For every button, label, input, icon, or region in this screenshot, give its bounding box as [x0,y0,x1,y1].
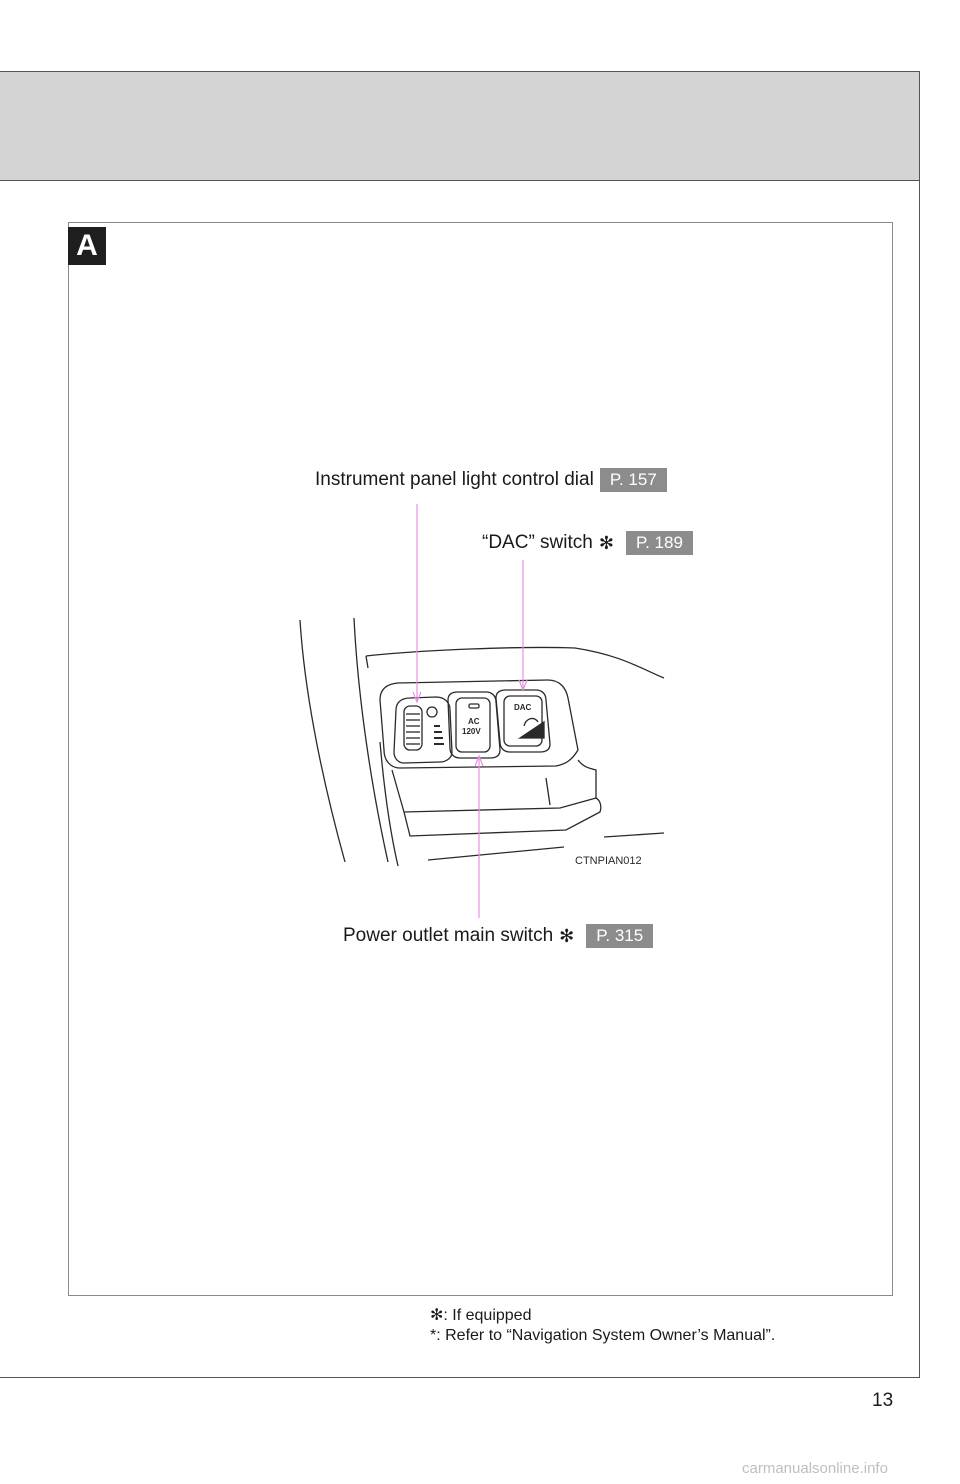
page-ref-outlet[interactable]: P. 315 [586,924,653,948]
callout-dac-text: “DAC” switch [482,532,593,553]
equipped-asterisk-icon: ✻ [598,532,614,553]
callout-dial-text: Instrument panel light control dial [315,469,594,490]
section-label: A [68,227,106,265]
callout-outlet-text: Power outlet main switch [343,925,554,946]
recess-divider [546,778,550,805]
watermark: carmanualsonline.info [742,1460,888,1477]
equipped-asterisk-icon: ✻ [559,925,575,946]
trim-line-2 [604,833,664,837]
dac-label: DAC [514,703,532,712]
console-top-edge [366,647,664,678]
illustration-code: CTNPIAN012 [575,855,642,867]
dash-edge-lower [380,742,398,866]
ac-voltage-label: 120V [462,727,481,736]
footnote-navigation: *: Refer to “Navigation System Owner’s Manual”. [430,1327,776,1344]
dial-switch [394,697,452,763]
ac-label: AC [468,717,480,726]
vehicle-icon [524,719,538,726]
footnote-equipped: ✻: If equipped [430,1307,532,1324]
page-ref-dac[interactable]: P. 189 [626,531,693,555]
console-corner [366,656,368,668]
dash-edge-left [300,620,345,862]
page-number: 13 [872,1390,894,1411]
page-ref-dial[interactable]: P. 157 [600,468,667,492]
footnotes [430,1306,775,1346]
console-recess-lower [404,798,601,836]
trim-line-1 [428,847,564,860]
dac-switch [496,690,550,752]
slope-icon [520,722,544,738]
